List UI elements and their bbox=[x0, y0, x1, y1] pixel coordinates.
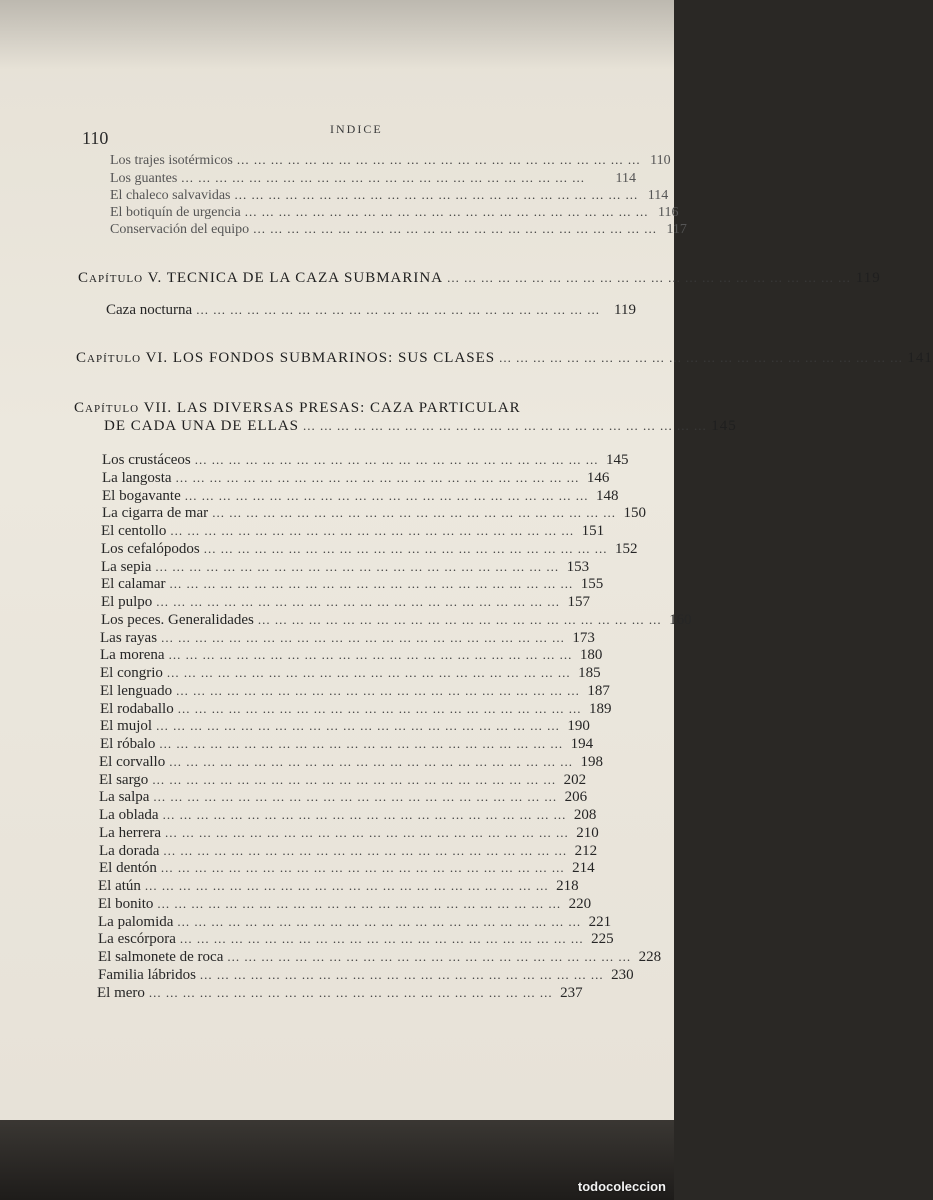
toc-entry-page: 150 bbox=[623, 505, 646, 522]
toc-entry-label: Los guantes bbox=[110, 171, 178, 186]
toc-entry-page: 218 bbox=[556, 878, 579, 894]
toc-entry-label: El rodaballo bbox=[100, 700, 174, 717]
toc-entry-page: 145 bbox=[605, 452, 629, 468]
toc-entry-page: 190 bbox=[567, 718, 590, 735]
toc-entry-page: 180 bbox=[579, 647, 603, 664]
toc-entry-label: La cigarra de mar bbox=[102, 505, 209, 522]
toc-entry-page: 114 bbox=[615, 171, 636, 186]
toc-entry bbox=[99, 860, 595, 878]
toc-entry-label: El mujol bbox=[100, 718, 153, 735]
toc-entry bbox=[102, 452, 629, 470]
toc-entry bbox=[100, 647, 603, 665]
toc-entry bbox=[99, 842, 598, 861]
dot-leader: ... ... ... ... ... ... ... ... ... ... ... ... ... ... ... ... ... ... ... ... ... ... ... ... bbox=[156, 718, 560, 734]
toc-entry-label: La salpa bbox=[99, 789, 150, 806]
dot-leader: ... ... ... ... ... ... ... ... ... ... ... ... ... ... ... ... ... ... ... ... ... ... ... ... bbox=[160, 860, 565, 876]
toc-entry-page: 202 bbox=[563, 771, 587, 788]
toc-entry-page: 210 bbox=[576, 824, 599, 841]
dot-leader: ... ... ... ... ... ... ... ... ... ... ... ... ... ... ... ... ... ... ... ... ... ... ... ... bbox=[234, 187, 639, 202]
toc-entry bbox=[100, 736, 594, 754]
toc-entry-page: 198 bbox=[580, 753, 603, 770]
dot-leader: ... ... ... ... ... ... ... ... ... ... ... ... ... ... ... ... ... ... ... ... ... ... ... ... bbox=[184, 487, 589, 503]
toc-entry-label: La sepia bbox=[101, 558, 152, 575]
photo-background bbox=[0, 1120, 674, 1200]
toc-entry-page: 221 bbox=[588, 913, 612, 930]
toc-entry bbox=[101, 540, 638, 559]
toc-entry bbox=[102, 469, 610, 488]
toc-entry bbox=[101, 611, 692, 630]
dot-leader: ... ... ... ... ... ... ... ... ... ... ... ... ... ... ... ... ... ... ... ... ... ... ... ... bbox=[181, 170, 586, 185]
toc-entry-page: 152 bbox=[614, 540, 638, 557]
toc-entry-page: 187 bbox=[587, 682, 610, 699]
toc-entry-page: 148 bbox=[595, 487, 619, 504]
toc-entry-label: Caza nocturna bbox=[106, 302, 193, 318]
toc-entry-page: 214 bbox=[572, 860, 595, 877]
dot-leader: ... ... ... ... ... ... ... ... ... ... ... ... ... ... ... ... ... ... ... ... ... ... ... ... bbox=[152, 771, 557, 787]
toc-entry-page: 146 bbox=[586, 469, 610, 486]
toc-entry bbox=[101, 558, 590, 577]
toc-entry-label: La langosta bbox=[102, 469, 172, 486]
dot-leader: ... ... ... ... ... ... ... ... ... ... ... ... ... ... ... ... ... ... ... ... ... ... ... ... bbox=[176, 682, 580, 698]
toc-entry bbox=[98, 878, 579, 896]
dot-leader: ... ... ... ... ... ... ... ... ... ... ... ... ... ... ... ... ... ... ... ... ... ... ... ... bbox=[162, 807, 567, 822]
chapter-label bbox=[78, 270, 443, 287]
dot-leader: ... ... ... ... ... ... ... ... ... ... ... ... ... ... ... ... ... ... ... ... ... ... ... ... bbox=[153, 789, 558, 805]
dot-leader: ... ... ... ... ... ... ... ... ... ... ... ... ... ... ... ... ... ... ... ... ... ... ... ... bbox=[169, 753, 573, 769]
toc-entry-label: El salmonete de roca bbox=[98, 949, 224, 965]
toc-entry-label: Conservación del equipo bbox=[110, 222, 250, 237]
toc-entry bbox=[97, 984, 583, 1003]
toc-entry-label: Los crustáceos bbox=[102, 452, 191, 468]
toc-entry-label: Los cefalópodos bbox=[101, 540, 200, 557]
chapter-heading bbox=[78, 270, 881, 288]
toc-entry-page: 220 bbox=[568, 895, 592, 912]
toc-entry-label: El bonito bbox=[98, 895, 154, 912]
chapter-numeral: VI. bbox=[145, 350, 169, 366]
dot-leader: ... ... ... ... ... ... ... ... ... ... ... ... ... ... ... ... ... ... ... ... ... ... ... ... bbox=[156, 594, 560, 609]
chapter-heading bbox=[76, 350, 933, 368]
dot-leader: ... ... ... ... ... ... ... ... ... ... ... ... ... ... ... ... ... ... ... ... ... ... ... ... bbox=[499, 350, 903, 365]
toc-entry bbox=[101, 594, 590, 612]
chapter-heading bbox=[74, 400, 636, 418]
toc-entry-label: El mero bbox=[97, 984, 145, 1001]
toc-entry-label: Los peces. Generalidades bbox=[101, 611, 254, 628]
toc-entry-page: 194 bbox=[570, 736, 594, 752]
dot-leader: ... ... ... ... ... ... ... ... ... ... ... ... ... ... ... ... ... ... ... ... ... ... ... ... bbox=[175, 469, 580, 485]
dot-leader: ... ... ... ... ... ... ... ... ... ... ... ... ... ... ... ... ... ... ... ... ... ... ... ... bbox=[227, 949, 632, 964]
dot-leader: ... ... ... ... ... ... ... ... ... ... ... ... ... ... ... ... ... ... ... ... ... ... ... ... bbox=[148, 984, 553, 1000]
toc-entry-page: 155 bbox=[580, 576, 604, 593]
toc-entry bbox=[100, 718, 590, 736]
toc-entry-page: 228 bbox=[638, 949, 662, 965]
toc-entry-label: El dentón bbox=[99, 860, 157, 877]
chapter-label bbox=[74, 400, 521, 417]
chapter-word-rest: APÍTULO bbox=[89, 273, 144, 285]
dot-leader: ... ... ... ... ... ... ... ... ... ... ... ... ... ... ... ... ... ... ... ... ... ... ... ... bbox=[177, 700, 582, 716]
toc-entry-label: El pulpo bbox=[101, 594, 153, 610]
dot-leader: ... ... ... ... ... ... ... ... ... ... ... ... ... ... ... ... ... ... ... ... ... ... ... ... bbox=[212, 505, 616, 521]
dot-leader: ... ... ... ... ... ... ... ... ... ... ... ... ... ... ... ... ... ... ... ... ... ... ... ... bbox=[177, 913, 582, 929]
toc-entry-page: 110 bbox=[650, 153, 671, 168]
toc-entry-label: La oblada bbox=[99, 807, 159, 823]
toc-entry bbox=[102, 487, 619, 506]
toc-entry-page: 119 bbox=[614, 302, 636, 318]
toc-entry bbox=[110, 221, 687, 239]
toc-entry bbox=[101, 576, 604, 594]
toc-entry-label: La dorada bbox=[99, 842, 160, 859]
toc-entry-label: El atún bbox=[98, 878, 141, 894]
dot-leader: ... ... ... ... ... ... ... ... ... ... ... ... ... ... ... ... ... ... ... ... ... ... ... ... bbox=[170, 523, 575, 538]
toc-entry-label: El calamar bbox=[101, 576, 166, 593]
dot-leader: ... ... ... ... ... ... ... ... ... ... ... ... ... ... ... ... ... ... ... ... ... ... ... ... bbox=[159, 736, 564, 751]
chapter-title: LOS FONDOS SUBMARINOS: SUS CLASES bbox=[172, 350, 496, 366]
toc-entry-page: 237 bbox=[560, 984, 583, 1001]
toc-entry bbox=[110, 170, 636, 188]
dot-leader: ... ... ... ... ... ... ... ... ... ... ... ... ... ... ... ... ... ... ... ... ... ... ... ... bbox=[144, 878, 549, 893]
toc-entry bbox=[110, 187, 669, 205]
toc-entry-page: 206 bbox=[564, 789, 588, 806]
toc-entry-page: 160 bbox=[669, 611, 692, 628]
dot-leader: ... ... ... ... ... ... ... ... ... ... ... ... ... ... ... ... ... ... ... ... ... ... ... ... bbox=[155, 558, 560, 574]
toc-entry bbox=[110, 204, 679, 222]
dot-leader: ... ... ... ... ... ... ... ... ... ... ... ... ... ... ... ... ... ... ... ... ... ... ... ... bbox=[244, 204, 649, 219]
dot-leader: ... ... ... ... ... ... ... ... ... ... ... ... ... ... ... ... ... ... ... ... ... ... ... ... bbox=[165, 824, 569, 840]
toc-entry-label: El botiquín de urgencia bbox=[110, 205, 241, 220]
chapter-word-rest: APÍTULO bbox=[85, 403, 140, 415]
toc-entry-page: 116 bbox=[658, 205, 679, 220]
chapter-word-initial: C bbox=[78, 270, 90, 286]
toc-entry bbox=[100, 682, 610, 701]
toc-entry bbox=[101, 523, 605, 541]
toc-entry bbox=[98, 895, 592, 914]
running-header: INDICE bbox=[330, 122, 383, 136]
chapter-numeral: VII. bbox=[143, 400, 173, 416]
toc-entry-page: 114 bbox=[647, 188, 669, 203]
dot-leader: ... ... ... ... ... ... ... ... ... ... ... ... ... ... ... ... ... ... ... ... ... ... ... ... bbox=[199, 966, 604, 982]
toc-entry-page: 117 bbox=[666, 222, 687, 237]
dot-leader: ... ... ... ... ... ... ... ... ... ... ... ... ... ... ... ... ... ... ... ... ... ... ... ... bbox=[194, 452, 599, 467]
toc-entry-page: 151 bbox=[581, 523, 605, 539]
toc-entry bbox=[106, 302, 636, 320]
dot-leader: ... ... ... ... ... ... ... ... ... ... ... ... ... ... ... ... ... ... ... ... ... ... ... ... bbox=[257, 611, 662, 627]
toc-entry bbox=[110, 152, 671, 170]
dot-leader: ... ... ... ... ... ... ... ... ... ... ... ... ... ... ... ... ... ... ... ... ... ... ... ... bbox=[157, 895, 562, 911]
dot-leader: ... ... ... ... ... ... ... ... ... ... ... ... ... ... ... ... ... ... ... ... ... ... ... ... bbox=[166, 665, 571, 680]
toc-entry bbox=[99, 789, 588, 807]
toc-entry-label: El centollo bbox=[101, 523, 167, 539]
page-number: 110 bbox=[82, 128, 109, 148]
chapter-word-initial: C bbox=[76, 350, 88, 366]
toc-entry-page: 189 bbox=[588, 700, 612, 717]
toc-entry-label: La palomida bbox=[98, 913, 174, 930]
dot-leader: ... ... ... ... ... ... ... ... ... ... ... ... ... ... ... ... ... ... ... ... ... ... ... ... bbox=[161, 629, 565, 645]
toc-entry bbox=[99, 824, 599, 843]
toc-entry-label: El róbalo bbox=[100, 736, 156, 752]
toc-entry bbox=[102, 505, 646, 523]
toc-entry-label: El sargo bbox=[99, 771, 149, 788]
chapter-numeral: V. bbox=[147, 270, 163, 286]
toc-entry-label: El corvallo bbox=[99, 753, 166, 770]
toc-entry-label: El lenguado bbox=[100, 682, 173, 699]
toc-entry-label: El bogavante bbox=[102, 487, 181, 504]
toc-entry-label: El congrio bbox=[100, 665, 163, 681]
toc-entry-label: El chaleco salvavidas bbox=[110, 188, 231, 203]
chapter-word-rest: APÍTULO bbox=[87, 353, 142, 365]
page-top-shadow bbox=[0, 0, 674, 70]
toc-entry-page: 153 bbox=[566, 558, 590, 575]
toc-entry bbox=[99, 807, 597, 825]
toc-entry-label: La morena bbox=[100, 647, 165, 664]
toc-entry bbox=[98, 913, 612, 932]
watermark: todocoleccion bbox=[577, 1179, 666, 1194]
dot-leader: ... ... ... ... ... ... ... ... ... ... ... ... ... ... ... ... ... ... ... ... ... ... ... ... bbox=[196, 302, 600, 317]
dot-leader: ... ... ... ... ... ... ... ... ... ... ... ... ... ... ... ... ... ... ... ... ... ... ... ... bbox=[236, 152, 641, 167]
chapter-label bbox=[76, 350, 495, 367]
dot-leader: ... ... ... ... ... ... ... ... ... ... ... ... ... ... ... ... ... ... ... ... ... ... ... ... bbox=[303, 418, 707, 433]
dot-leader: ... ... ... ... ... ... ... ... ... ... ... ... ... ... ... ... ... ... ... ... ... ... ... ... bbox=[253, 221, 657, 236]
toc-entry-page: 230 bbox=[611, 966, 634, 983]
dot-leader: ... ... ... ... ... ... ... ... ... ... ... ... ... ... ... ... ... ... ... ... ... ... ... ... bbox=[447, 270, 851, 285]
dot-leader: ... ... ... ... ... ... ... ... ... ... ... ... ... ... ... ... ... ... ... ... ... ... ... ... bbox=[168, 647, 573, 663]
toc-entry-page: 208 bbox=[573, 807, 597, 823]
toc-entry bbox=[98, 966, 634, 985]
chapter-title-line1: LAS DIVERSAS PRESAS: CAZA PARTICULAR bbox=[176, 400, 521, 416]
toc-entry bbox=[98, 931, 614, 949]
dot-leader: ... ... ... ... ... ... ... ... ... ... ... ... ... ... ... ... ... ... ... ... ... ... ... ... bbox=[163, 842, 568, 858]
toc-entry-page: 185 bbox=[578, 665, 601, 681]
toc-entry bbox=[99, 771, 587, 790]
toc-entry-page: 225 bbox=[591, 931, 614, 948]
dot-leader: ... ... ... ... ... ... ... ... ... ... ... ... ... ... ... ... ... ... ... ... ... ... ... ... bbox=[169, 576, 574, 592]
toc-entry bbox=[100, 629, 595, 648]
toc-entry bbox=[100, 665, 601, 683]
dot-leader: ... ... ... ... ... ... ... ... ... ... ... ... ... ... ... ... ... ... ... ... ... ... ... ... bbox=[179, 931, 584, 947]
toc-entry bbox=[100, 700, 612, 719]
toc-entry-page: 173 bbox=[572, 629, 595, 646]
chapter-title: TECNICA DE LA CAZA SUBMARINA bbox=[166, 270, 444, 286]
toc-entry-label: La escórpora bbox=[98, 931, 176, 948]
toc-entry-page: 212 bbox=[574, 842, 598, 859]
chapter-page: 145 bbox=[711, 418, 737, 434]
toc-entry bbox=[99, 753, 603, 772]
chapter-heading-continuation bbox=[104, 418, 737, 436]
chapter-word-initial: C bbox=[74, 400, 86, 416]
toc-entry-label: Las rayas bbox=[100, 629, 158, 646]
toc-entry-label: Los trajes isotérmicos bbox=[110, 153, 233, 168]
toc-entry-label: La herrera bbox=[99, 824, 162, 841]
toc-entry-page: 157 bbox=[567, 594, 590, 610]
toc-entry bbox=[98, 949, 662, 967]
dot-leader: ... ... ... ... ... ... ... ... ... ... ... ... ... ... ... ... ... ... ... ... ... ... ... ... bbox=[203, 540, 608, 556]
chapter-page: 141 bbox=[907, 350, 933, 366]
chapter-page: 119 bbox=[855, 270, 881, 286]
chapter-title-line2: DE CADA UNA DE ELLAS bbox=[104, 418, 299, 434]
toc-entry-label: Familia lábridos bbox=[98, 966, 196, 983]
